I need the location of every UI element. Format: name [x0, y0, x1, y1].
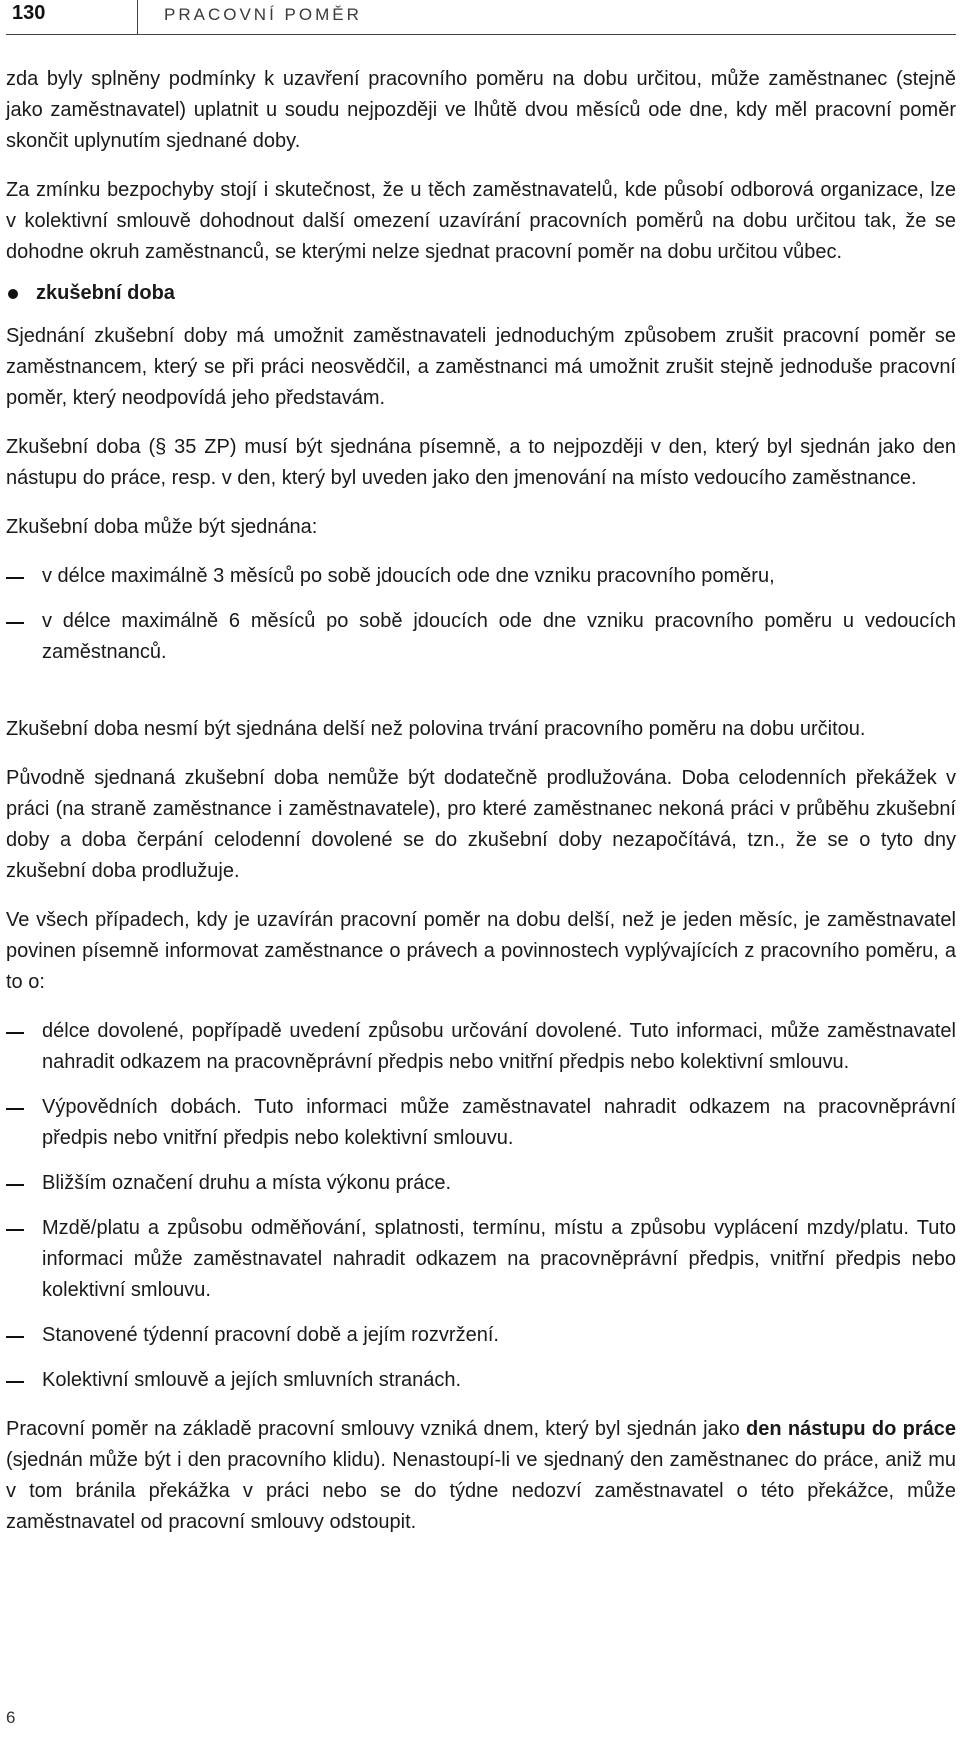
list-item: Stanovené týdenní pracovní době a jejím rozvržení.	[42, 1324, 499, 1346]
running-title: PRACOVNÍ POMĚR	[164, 5, 362, 24]
paragraph: Sjednání zkušební doby má umožnit zaměstnavateli jednoduchým způsobem zrušit pracovní poměr se zaměstnancem, který se při práci neosvědčil, a zaměstnanci má umožnit zrušit stejně jednoduše pracovní poměr, který neodpovídá jeho představám.	[6, 325, 956, 409]
paragraph: Za zmínku bezpochyby stojí i skutečnost, že u těch zaměstnavatelů, kde působí odborová organizace, lze v kolektivní smlouvě dohodnout další omezení uzavírání pracovních poměrů na dobu určitou tak, že se dohodne okruh zaměstnanců, se kterými nelze sjednat pracovní poměr na dobu určitou vůbec.	[6, 179, 956, 263]
page-number: 130	[12, 2, 46, 24]
page-header	[6, 0, 956, 36]
paragraph: Zkušební doba může být sjednána:	[6, 516, 318, 538]
section-heading	[6, 278, 956, 309]
list-item: Bližším označení druhu a místa výkonu práce.	[42, 1172, 452, 1194]
paragraph: zda byly splněny podmínky k uzavření pracovního poměru na dobu určitou, může zaměstnanec (stejně jako zaměstnavatel) uplatnit u soudu nejpozději ve lhůtě dvou měsíců ode dne, kdy měl pracovní poměr skončit uplynutím sjednané doby.	[6, 68, 956, 152]
list-item: Výpovědních dobách. Tuto informaci může zaměstnavatel nahradit odkazem na pracovněprávní předpis nebo vnitřní předpis nebo kolektivní smlouvu.	[42, 1096, 956, 1149]
bullet-icon	[8, 289, 18, 299]
dash-list	[6, 561, 956, 668]
list-item: Mzdě/platu a způsobu odměňování, splatnosti, termínu, místu a způsobu vyplácení mzdy/platu. Tuto informaci může zaměstnavatel nahradit odkazem na pracovněprávní předpis, vnitřní předpis nebo kolektivní smlouvu.	[42, 1217, 956, 1301]
paragraph: Původně sjednaná zkušební doba nemůže být dodatečně prodlužována. Doba celodenních překážek v práci (na straně zaměstnance i zaměstnavatele), pro které zaměstnanec nekoná práci v průběhu zkušební doby a doba čerpání celodenní dovolené se do zkušební doby nezapočítává, tzn., že se o tyto dny zkušební doba prodlužuje.	[6, 767, 956, 882]
paragraph: Zkušební doba (§ 35 ZP) musí být sjednána písemně, a to nejpozději v den, který byl sjednán jako den nástupu do práce, resp. v den, který byl uveden jako den jmenování na místo vedoucího zaměstnance.	[6, 436, 956, 489]
list-item: délce dovolené, popřípadě uvedení způsobu určování dovolené. Tuto informaci, může zaměstnavatel nahradit odkazem na pracovněprávní předpis nebo vnitřní předpis nebo kolektivní smlouvu.	[42, 1020, 956, 1073]
paragraph: Ve všech případech, kdy je uzavírán pracovní poměr na dobu delší, než je jeden měsíc, je zaměstnavatel povinen písemně informovat zaměstnance o právech a povinnostech vyplývajících z pracovního poměru, a to o:	[6, 909, 956, 993]
page-body	[6, 64, 956, 1556]
header-rule	[6, 34, 956, 35]
list-item: v délce maximálně 6 měsíců po sobě jdoucích ode dne vzniku pracovního poměru u vedoucích zaměstnanců.	[42, 610, 956, 663]
bold-term: den nástupu do práce	[746, 1418, 956, 1440]
paragraph: Zkušební doba nesmí být sjednána delší než polovina trvání pracovního poměru na dobu určitou.	[6, 718, 866, 740]
list-item: v délce maximálně 3 měsíců po sobě jdoucích ode dne vzniku pracovního poměru,	[42, 565, 775, 587]
section-heading-text: zkušební doba	[36, 282, 175, 304]
paragraph: Pracovní poměr na základě pracovní smlouvy vzniká dnem, který byl sjednán jako den nástupu do práce (sjednán může být i den pracovního klidu). Nenastoupí-li ve sjednaný den zaměstnanec do práce, aniž mu v tom bránila překážka v práci nebo se do týdne nedozví zaměstnavatel o této překážce, může zaměstnavatel od pracovní smlouvy odstoupit.	[6, 1418, 956, 1533]
list-item: Kolektivní smlouvě a jejích smluvních stranách.	[42, 1369, 462, 1391]
footer-number: 6	[6, 1708, 16, 1727]
header-divider-vertical	[137, 0, 138, 35]
dash-list	[6, 1016, 956, 1396]
